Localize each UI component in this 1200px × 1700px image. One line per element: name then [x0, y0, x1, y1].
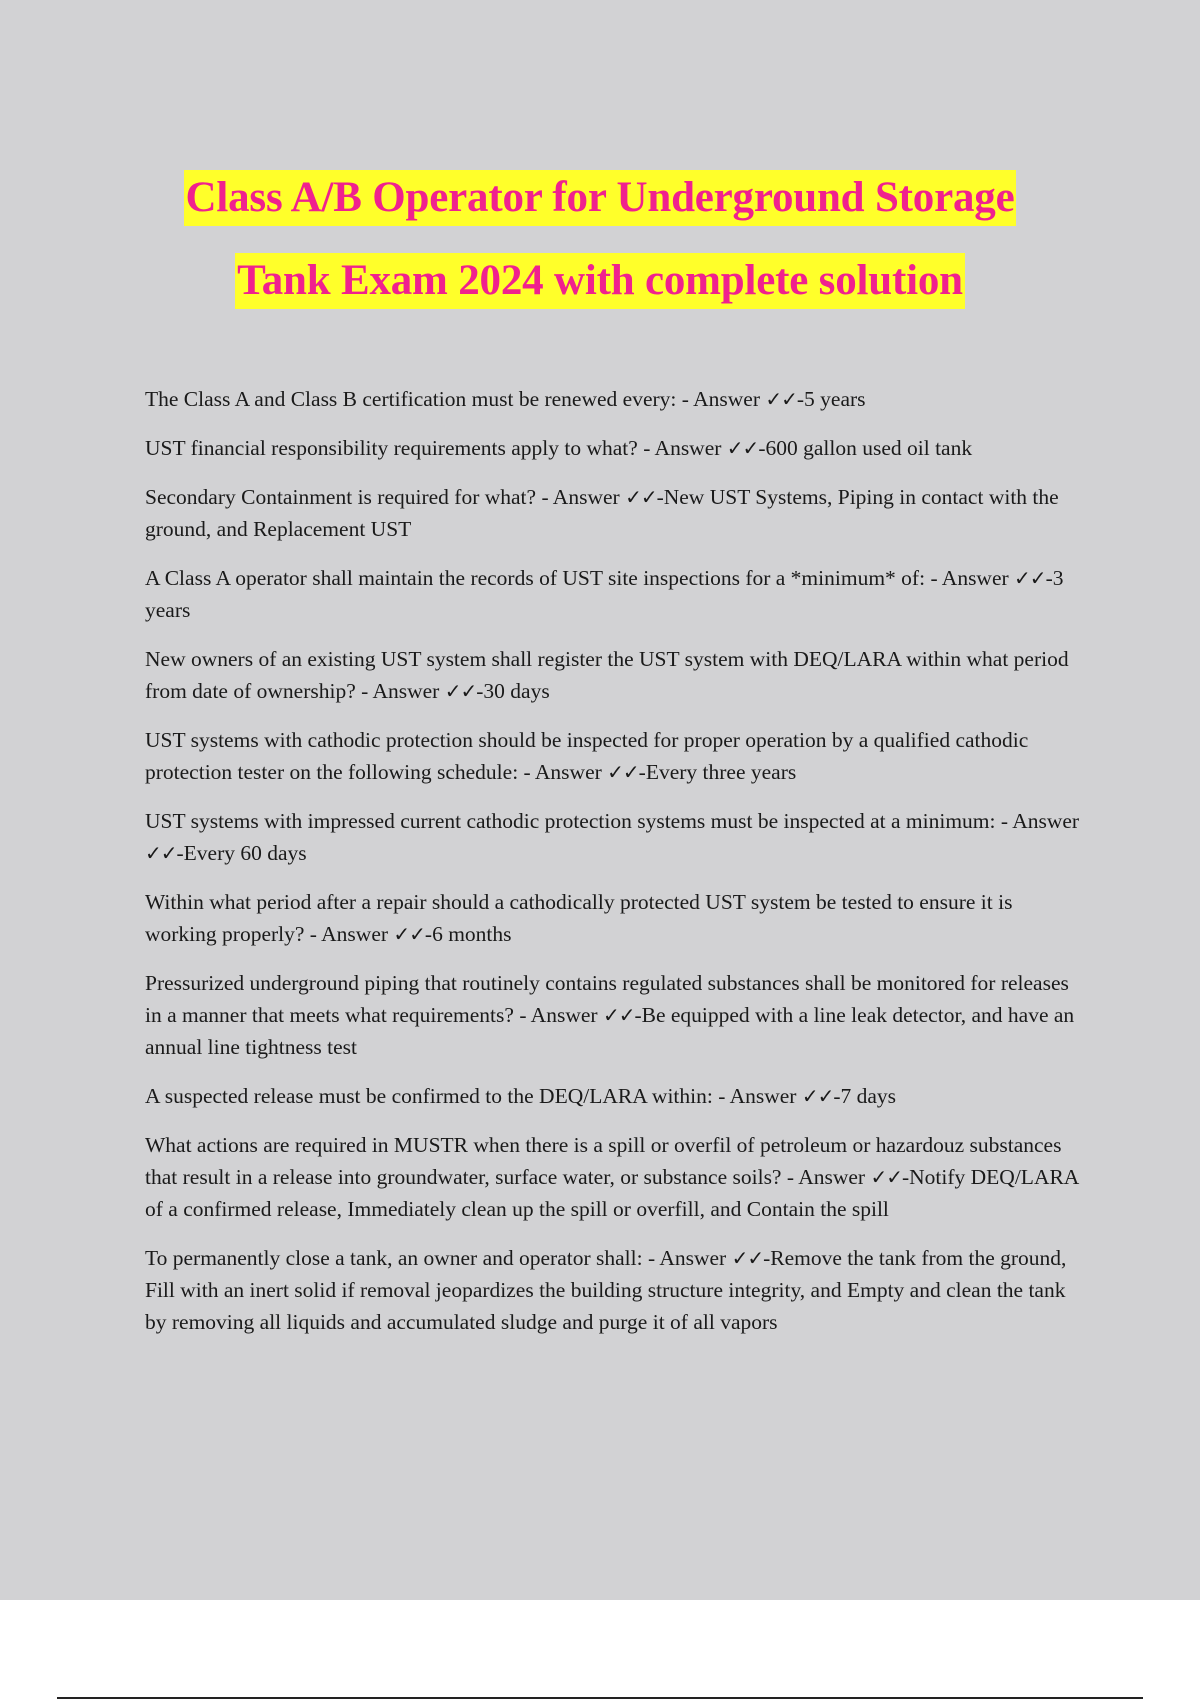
qa-item — [145, 383, 1085, 415]
question-text: What actions are required in MUSTR when there is a spill or overfil of petroleum or hazardouz substances that result in a release into groundwater, surface water, or substance soils? — [145, 1133, 1062, 1189]
qa-item — [145, 967, 1085, 1063]
double-check-icon: ✓✓ — [393, 922, 425, 946]
qa-item — [145, 432, 1085, 464]
double-check-icon: ✓✓ — [625, 485, 657, 509]
qa-item — [145, 724, 1085, 788]
double-check-icon: ✓✓ — [444, 679, 477, 703]
answer-separator: - Answer — [781, 1165, 871, 1189]
question-text: Secondary Containment is required for what? — [145, 485, 537, 509]
double-check-icon: ✓✓ — [765, 387, 797, 411]
answer-text: -3 years — [145, 566, 1064, 622]
answer-separator: - Answer — [925, 566, 1015, 590]
page-divider — [57, 1697, 1143, 1699]
answer-separator: - Answer — [637, 436, 727, 460]
double-check-icon: ✓✓ — [801, 1084, 834, 1108]
answer-text: -Every three years — [638, 760, 797, 784]
answer-text: -Remove the tank from the ground, Fill with an inert solid if removal jeopardizes the building structure integrity, and Empty and clean the tank by removing all liquids and accumulated sludge and purge it of all vapors — [145, 1246, 1067, 1334]
double-check-icon: ✓✓ — [602, 1003, 635, 1027]
answer-separator: - Answer — [304, 922, 394, 946]
answer-text: -5 years — [796, 387, 866, 411]
double-check-icon: ✓✓ — [726, 436, 759, 460]
qa-item — [145, 643, 1085, 707]
question-text: Pressurized underground piping that routinely contains regulated substances shall be monitored for releases in a manner that meets what requirements? — [145, 971, 1069, 1027]
answer-text: -30 days — [476, 679, 550, 703]
qa-list — [145, 383, 1085, 1355]
qa-item — [145, 805, 1085, 869]
double-check-icon: ✓✓ — [870, 1165, 902, 1189]
answer-separator: - Answer — [518, 760, 608, 784]
answer-text: -6 months — [424, 922, 512, 946]
qa-item — [145, 481, 1085, 545]
question-text: Within what period after a repair should a cathodically protected UST system be tested to ensure it is working properly? — [145, 890, 1013, 946]
question-text: UST systems with cathodic protection should be inspected for proper operation by a qualified cathodic protection tester on the following schedule: — [145, 728, 1029, 784]
question-text: A suspected release must be confirmed to the DEQ/LARA within: — [145, 1084, 713, 1108]
answer-text: -Every 60 days — [176, 841, 307, 865]
question-text: UST systems with impressed current cathodic protection systems must be inspected at a minimum: — [145, 809, 996, 833]
question-text: UST financial responsibility requirements apply to what? — [145, 436, 638, 460]
question-text: To permanently close a tank, an owner and operator shall: — [145, 1246, 643, 1270]
qa-item — [145, 562, 1085, 626]
answer-text: -Be equipped with a line leak detector, and have an annual line tightness test — [145, 1003, 1075, 1059]
double-check-icon: ✓✓ — [731, 1246, 764, 1270]
document-title — [0, 170, 1200, 309]
qa-item — [145, 1129, 1085, 1225]
answer-text: -Notify DEQ/LARA of a confirmed release, Immediately clean up the spill or overfill, and Contain the spill — [145, 1165, 1079, 1221]
answer-text: -600 gallon used oil tank — [758, 436, 973, 460]
question-text: New owners of an existing UST system shall register the UST system with DEQ/LARA within what period from date of ownership? — [145, 647, 1069, 703]
question-text: The Class A and Class B certification must be renewed every: — [145, 387, 677, 411]
answer-separator: - Answer — [995, 809, 1080, 833]
answer-text: -7 days — [833, 1084, 897, 1108]
answer-separator: - Answer — [712, 1084, 802, 1108]
answer-separator: - Answer — [676, 387, 766, 411]
answer-separator: - Answer — [642, 1246, 732, 1270]
qa-item — [145, 886, 1085, 950]
answer-text: -New UST Systems, Piping in contact with the ground, and Replacement UST — [145, 485, 1059, 541]
double-check-icon: ✓✓ — [607, 760, 639, 784]
double-check-icon: ✓✓ — [145, 841, 177, 865]
question-text: A Class A operator shall maintain the records of UST site inspections for a *minimum* of: — [145, 566, 926, 590]
answer-separator: - Answer — [355, 679, 445, 703]
answer-separator: - Answer — [536, 485, 626, 509]
qa-item — [145, 1242, 1085, 1338]
title-line-2: Tank Exam 2024 with complete solution — [235, 253, 965, 309]
qa-item — [145, 1080, 1085, 1112]
answer-separator: - Answer — [513, 1003, 603, 1027]
title-line-1: Class A/B Operator for Underground Storage — [184, 170, 1017, 226]
double-check-icon: ✓✓ — [1014, 566, 1046, 590]
